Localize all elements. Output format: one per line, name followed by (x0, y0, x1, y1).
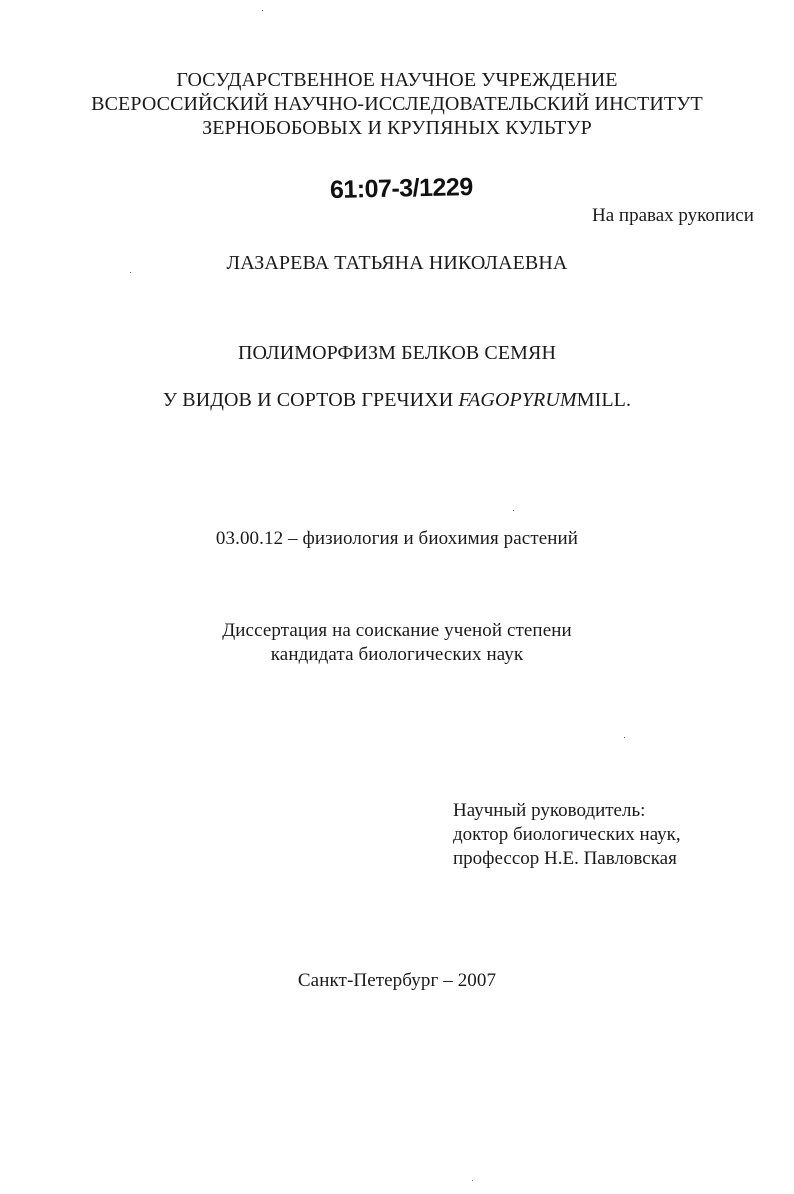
institution-line-1: ГОСУДАРСТВЕННОЕ НАУЧНОЕ УЧРЕЖДЕНИЕ (176, 69, 618, 91)
degree-line-2: кандидата биологических наук (270, 644, 524, 665)
institution-line-3: ЗЕРНОБОБОВЫХ И КРУПЯНЫХ КУЛЬТУР (202, 117, 592, 139)
rights-note: На правах рукописи (592, 205, 754, 226)
supervisor-label: Научный руководитель: (453, 800, 646, 821)
thesis-title-prefix: У ВИДОВ И СОРТОВ ГРЕЧИХИ (162, 389, 454, 411)
scan-speck (513, 510, 514, 511)
thesis-title-suffix: MILL. (576, 389, 632, 411)
thesis-title-line-1: ПОЛИМОРФИЗМ БЕЛКОВ СЕМЯН (237, 342, 557, 364)
thesis-title-genus: FAGOPYRUM (458, 389, 577, 411)
institution-line-2: ВСЕРОССИЙСКИЙ НАУЧНО-ИССЛЕДОВАТЕЛЬСКИЙ ИНСТИТУТ (91, 93, 703, 115)
supervisor-name: профессор Н.Е. Павловская (453, 848, 677, 869)
place-and-year: Санкт-Петербург – 2007 (297, 970, 497, 991)
scan-speck (624, 737, 625, 738)
author-name: ЛАЗАРЕВА ТАТЬЯНА НИКОЛАЕВНА (226, 252, 568, 274)
supervisor-degree: доктор биологических наук, (453, 824, 681, 845)
specialty-code: 03.00.12 – физиология и биохимия растений (215, 528, 579, 549)
thesis-title-line-2 (0, 388, 794, 412)
scan-speck (262, 10, 263, 11)
scan-speck (130, 272, 131, 273)
supervisor-block (453, 799, 681, 871)
degree-line-1: Диссертация на соискание ученой степени (222, 620, 572, 641)
archive-code-stamp: 61:07-3/1229 (329, 173, 473, 204)
scan-speck (472, 1180, 473, 1181)
